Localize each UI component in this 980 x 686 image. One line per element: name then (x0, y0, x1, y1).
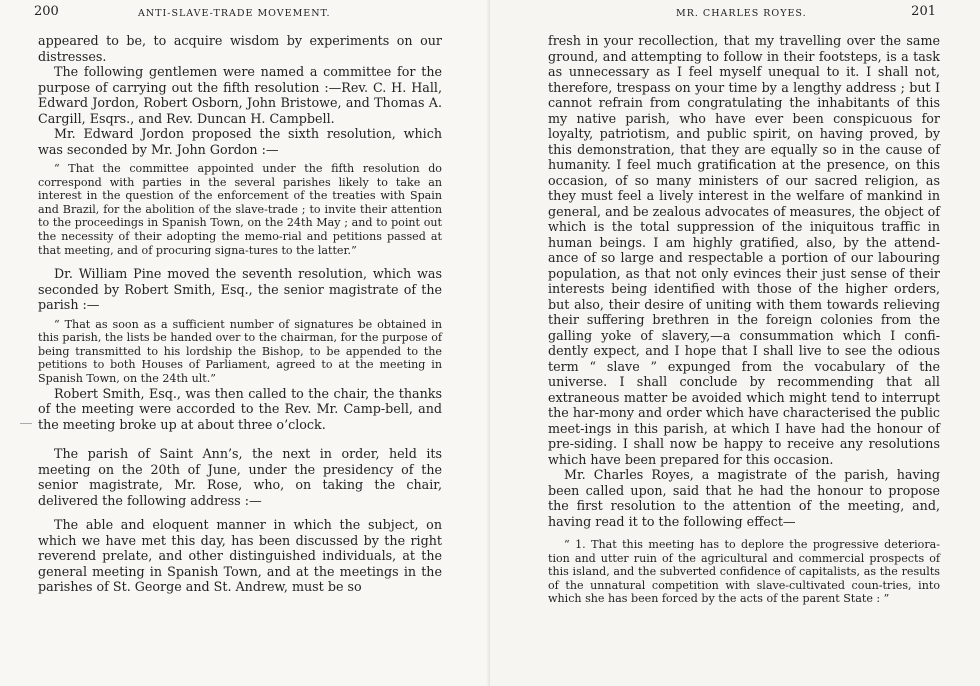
paragraph: fresh in your recollection, that my travelling over the same ground, and attempting to follow in their footsteps, is a task as unnecessary as I feel myself unequal to it. I shall not, therefore, trespass on your time by a lengthy address ; but I cannot refrain from congratulating the inhabitants of this my native parish, who have ever been conspicuous for loyalty, patriotism, and public spirit, on having proved, by this demonstration, that they are equally so in the cause of humanity. I feel much gratification at the presence, on this occasion, of so many ministers of our sacred religion, as they must feel a lively interest in the welfare of mankind in general, and be zealous advocates of measures, the object of which is the total suppression of the iniquitous traffic in human beings. I am highly gratified, also, by the attend-ance of so large and respectable a portion of our labouring population, as that not only evinces their just sense of their interests being identified with those of the higher orders, but also, their desire of uniting with them towards relieving their suffering brethren in the foreign colonies from the galling yoke of slavery,—a consummation which I confi-dently expect, and I hope that I shall live to see the odious term “ slave ” expunged from the vocabulary of the universe. I shall conclude by recommending that all extraneous matter be avoided which might tend to interrupt the har-mony and order which have characterised the public meet-ings in this parish, at which I have had the honour of pre-siding. I shall now be happy to receive any resolutions which have been prepared for this occasion. (548, 33, 940, 467)
quoted-resolution: “ That the committee appointed under the fifth resolution do correspond with parties in the several parishes likely to take an interest in the question of the enforcement of the treaties with Spain and Brazil, for the abolition of the slave-trade ; to invite their attention to the proceedings in Spanish Town, on the 24th May ; and to point out the necessity of their adopting the memo-rial and petitions passed at that meeting, and of procuring signa-tures to the latter.” (38, 162, 442, 257)
quoted-resolution: “ That as soon as a sufficient number of signatures be obtained in this parish, the lists be handed over to the chairman, for the purpose of being transmitted to his lordship the Bishop, to be appended to the petitions to both Houses of Parliament, agreed to at the meeting in Spanish Town, on the 24th ult.” (38, 317, 442, 386)
left-running-title: ANTI-SLAVE-TRADE MOVEMENT. (138, 8, 331, 19)
quoted-resolution: “ 1. That this meeting has to deplore the progressive deteriora-tion and utter ruin of the agricultural and commercial prospects of this island, and the subverted confidence of capitalists, as the results of the unnatural competition with slave-cultivated coun-tries, into which she has been forced by the acts of the parent State : ” (548, 538, 940, 606)
left-running-head (0, 6, 490, 24)
paragraph: Mr. Edward Jordon proposed the sixth resolution, which was seconded by Mr. John Gordon :— (38, 126, 442, 157)
left-page-text (38, 33, 442, 595)
right-running-title: MR. CHARLES ROYES. (676, 8, 807, 19)
margin-mark (20, 423, 32, 424)
right-page (490, 0, 980, 686)
paragraph: The able and eloquent manner in which the subject, on which we have met this day, has been discussed by the right reverend prelate, and other distinguished individuals, at the general meeting in Spanish Town, and at the meetings in the parishes of St. George and St. Andrew, must be so (38, 517, 442, 595)
left-page-number: 200 (34, 4, 59, 19)
paragraph: Robert Smith, Esq., was then called to the chair, the thanks of the meeting were accorded to the Rev. Mr. Camp-bell, and the meeting broke up at about three o’clock. (38, 385, 442, 432)
right-page-number: 201 (911, 4, 936, 19)
paragraph: appeared to be, to acquire wisdom by experiments on our distresses. (38, 33, 442, 64)
right-running-head (490, 6, 980, 24)
paragraph: Dr. William Pine moved the seventh resolution, which was seconded by Robert Smith, Esq., the senior magistrate of the parish :— (38, 266, 442, 313)
paragraph: The following gentlemen were named a committee for the purpose of carrying out the fifth resolution :—Rev. C. H. Hall, Edward Jordon, Robert Osborn, John Bristowe, and Thomas A. Cargill, Esqrs., and Rev. Duncan H. Campbell. (38, 64, 442, 126)
paragraph: Mr. Charles Royes, a magistrate of the parish, having been called upon, said that he had the honour to propose the first resolution to the attention of the meeting, and, having read it to the following effect— (548, 467, 940, 529)
paragraph: The parish of Saint Ann’s, the next in order, held its meeting on the 20th of June, under the presidency of the senior magistrate, Mr. Rose, who, on taking the chair, delivered the following address :— (38, 446, 442, 508)
right-page-text (548, 33, 940, 606)
